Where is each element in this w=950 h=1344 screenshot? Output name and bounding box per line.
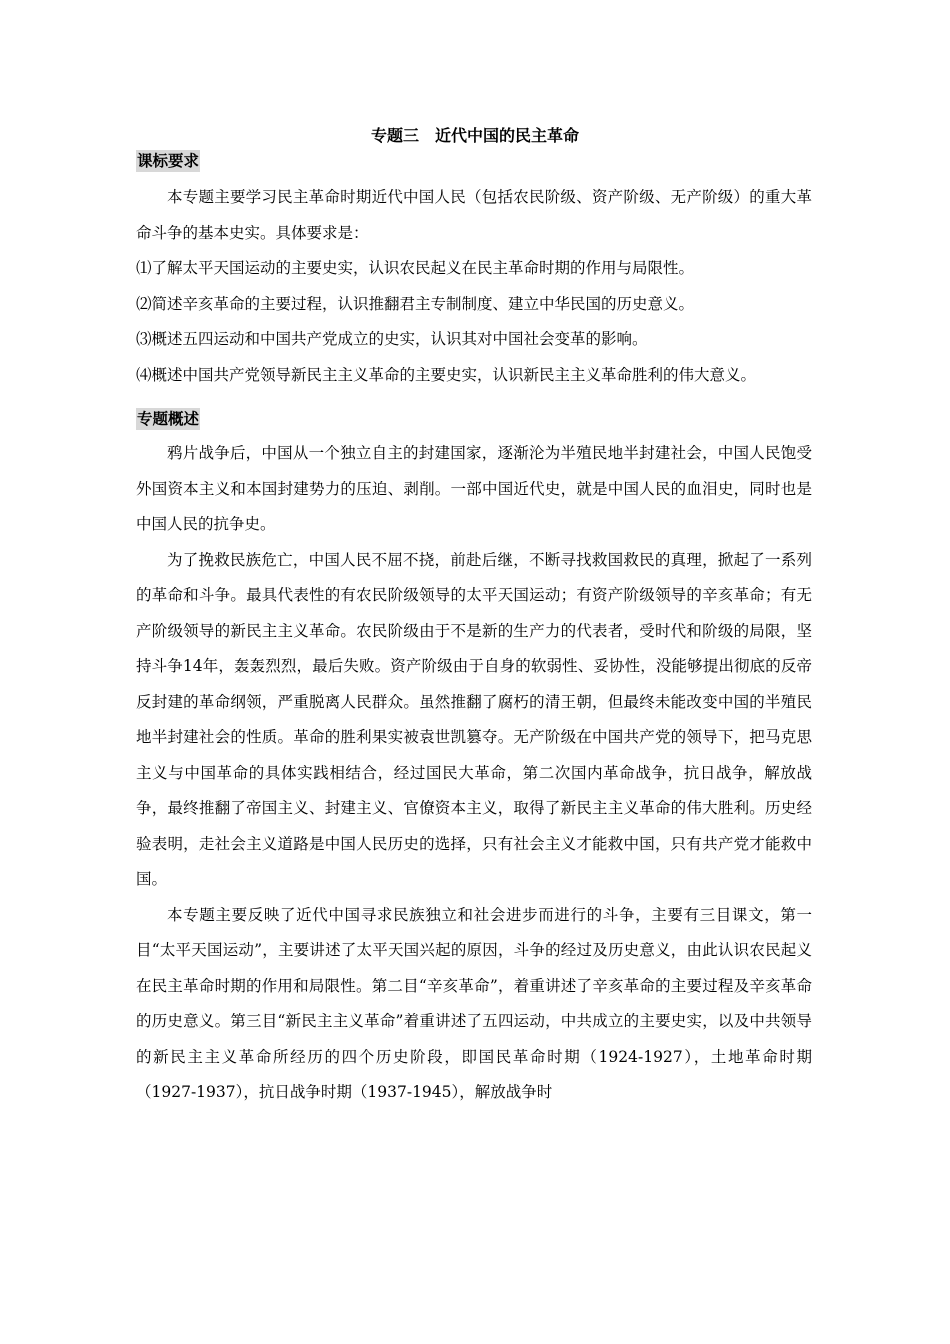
requirement-item-1: ⑴了解太平天国运动的主要史实，认识农民起义在民主革命时期的作用与局限性。 (136, 259, 695, 277)
requirements-intro-paragraph: 本专题主要学习民主革命时期近代中国人民（包括农民阶级、资产阶级、无产阶级）的重大革命斗争的基本史实。具体要求是： (136, 188, 812, 242)
overview-paragraph-3: 本专题主要反映了近代中国寻求民族独立和社会进步而进行的斗争，主要有三目课文，第一目“太平天国运动”，主要讲述了太平天国兴起的原因，斗争的经过及历史意义，由此认识农民起义在民主革命时期的作用和局限性。第二目“辛亥革命”，着重讲述了辛亥革命的主要过程及辛亥革命的历史意义。第三目“新民主主义革命”着重讲述了五四运动，中共成立的主要史实，以及中共领导的新民主主义革命所经历的四个历史阶段，即国民革命时期（1924-1927），土地革命时期（1927-1937），抗日战争时期（1937-1945），解放战争时 (136, 905, 812, 1101)
section-heading-curriculum-requirements: 课标要求 (137, 152, 200, 170)
requirement-item-2: ⑵简述辛亥革命的主要过程，认识推翻君主专制制度、建立中华民国的历史意义。 (136, 294, 695, 313)
topic-overview-body (136, 436, 812, 1111)
section-heading-topic-overview: 专题概述 (137, 410, 200, 428)
requirement-item-4: ⑷概述中国共产党领导新民主主义革命的主要史实，认识新民主主义革命胜利的伟大意义。 (136, 365, 757, 384)
overview-paragraph-2: 为了挽救民族危亡，中国人民不屈不挠，前赴后继，不断寻找救国救民的真理，掀起了一系列的革命和斗争。最具代表性的有农民阶级领导的太平天国运动；有资产阶级领导的辛亥革命；有无产阶级领导的新民主主义革命。农民阶级由于不是新的生产力的代表者，受时代和阶级的局限，坚持斗争14年，轰轰烈烈，最后失败。资产阶级由于自身的软弱性、妥协性，没能够提出彻底的反帝反封建的革命纲领，严重脱离人民群众。虽然推翻了腐朽的清王朝，但最终未能改变中国的半殖民地半封建社会的性质。革命的胜利果实被袁世凯篡夺。无产阶级在中国共产党的领导下，把马克思主义与中国革命的具体实践相结合，经过国民大革命，第二次国内革命战争，抗日战争，解放战争，最终推翻了帝国主义、封建主义、官僚资本主义，取得了新民主主义革命的伟大胜利。历史经验表明，走社会主义道路是中国人民历史的选择，只有社会主义才能救中国，只有共产党才能救中国。 (136, 550, 812, 888)
curriculum-requirements-body (136, 180, 812, 393)
overview-paragraph-1: 鸦片战争后，中国从一个独立自主的封建国家，逐渐沦为半殖民地半封建社会，中国人民饱受外国资本主义和本国封建势力的压迫、剥削。一部中国近代史，就是中国人民的血泪史，同时也是中国人民的抗争史。 (136, 444, 812, 533)
document-title: 专题三 近代中国的民主革命 (370, 126, 579, 145)
requirement-item-3: ⑶概述五四运动和中国共产党成立的史实，认识其对中国社会变革的影响。 (136, 330, 648, 348)
